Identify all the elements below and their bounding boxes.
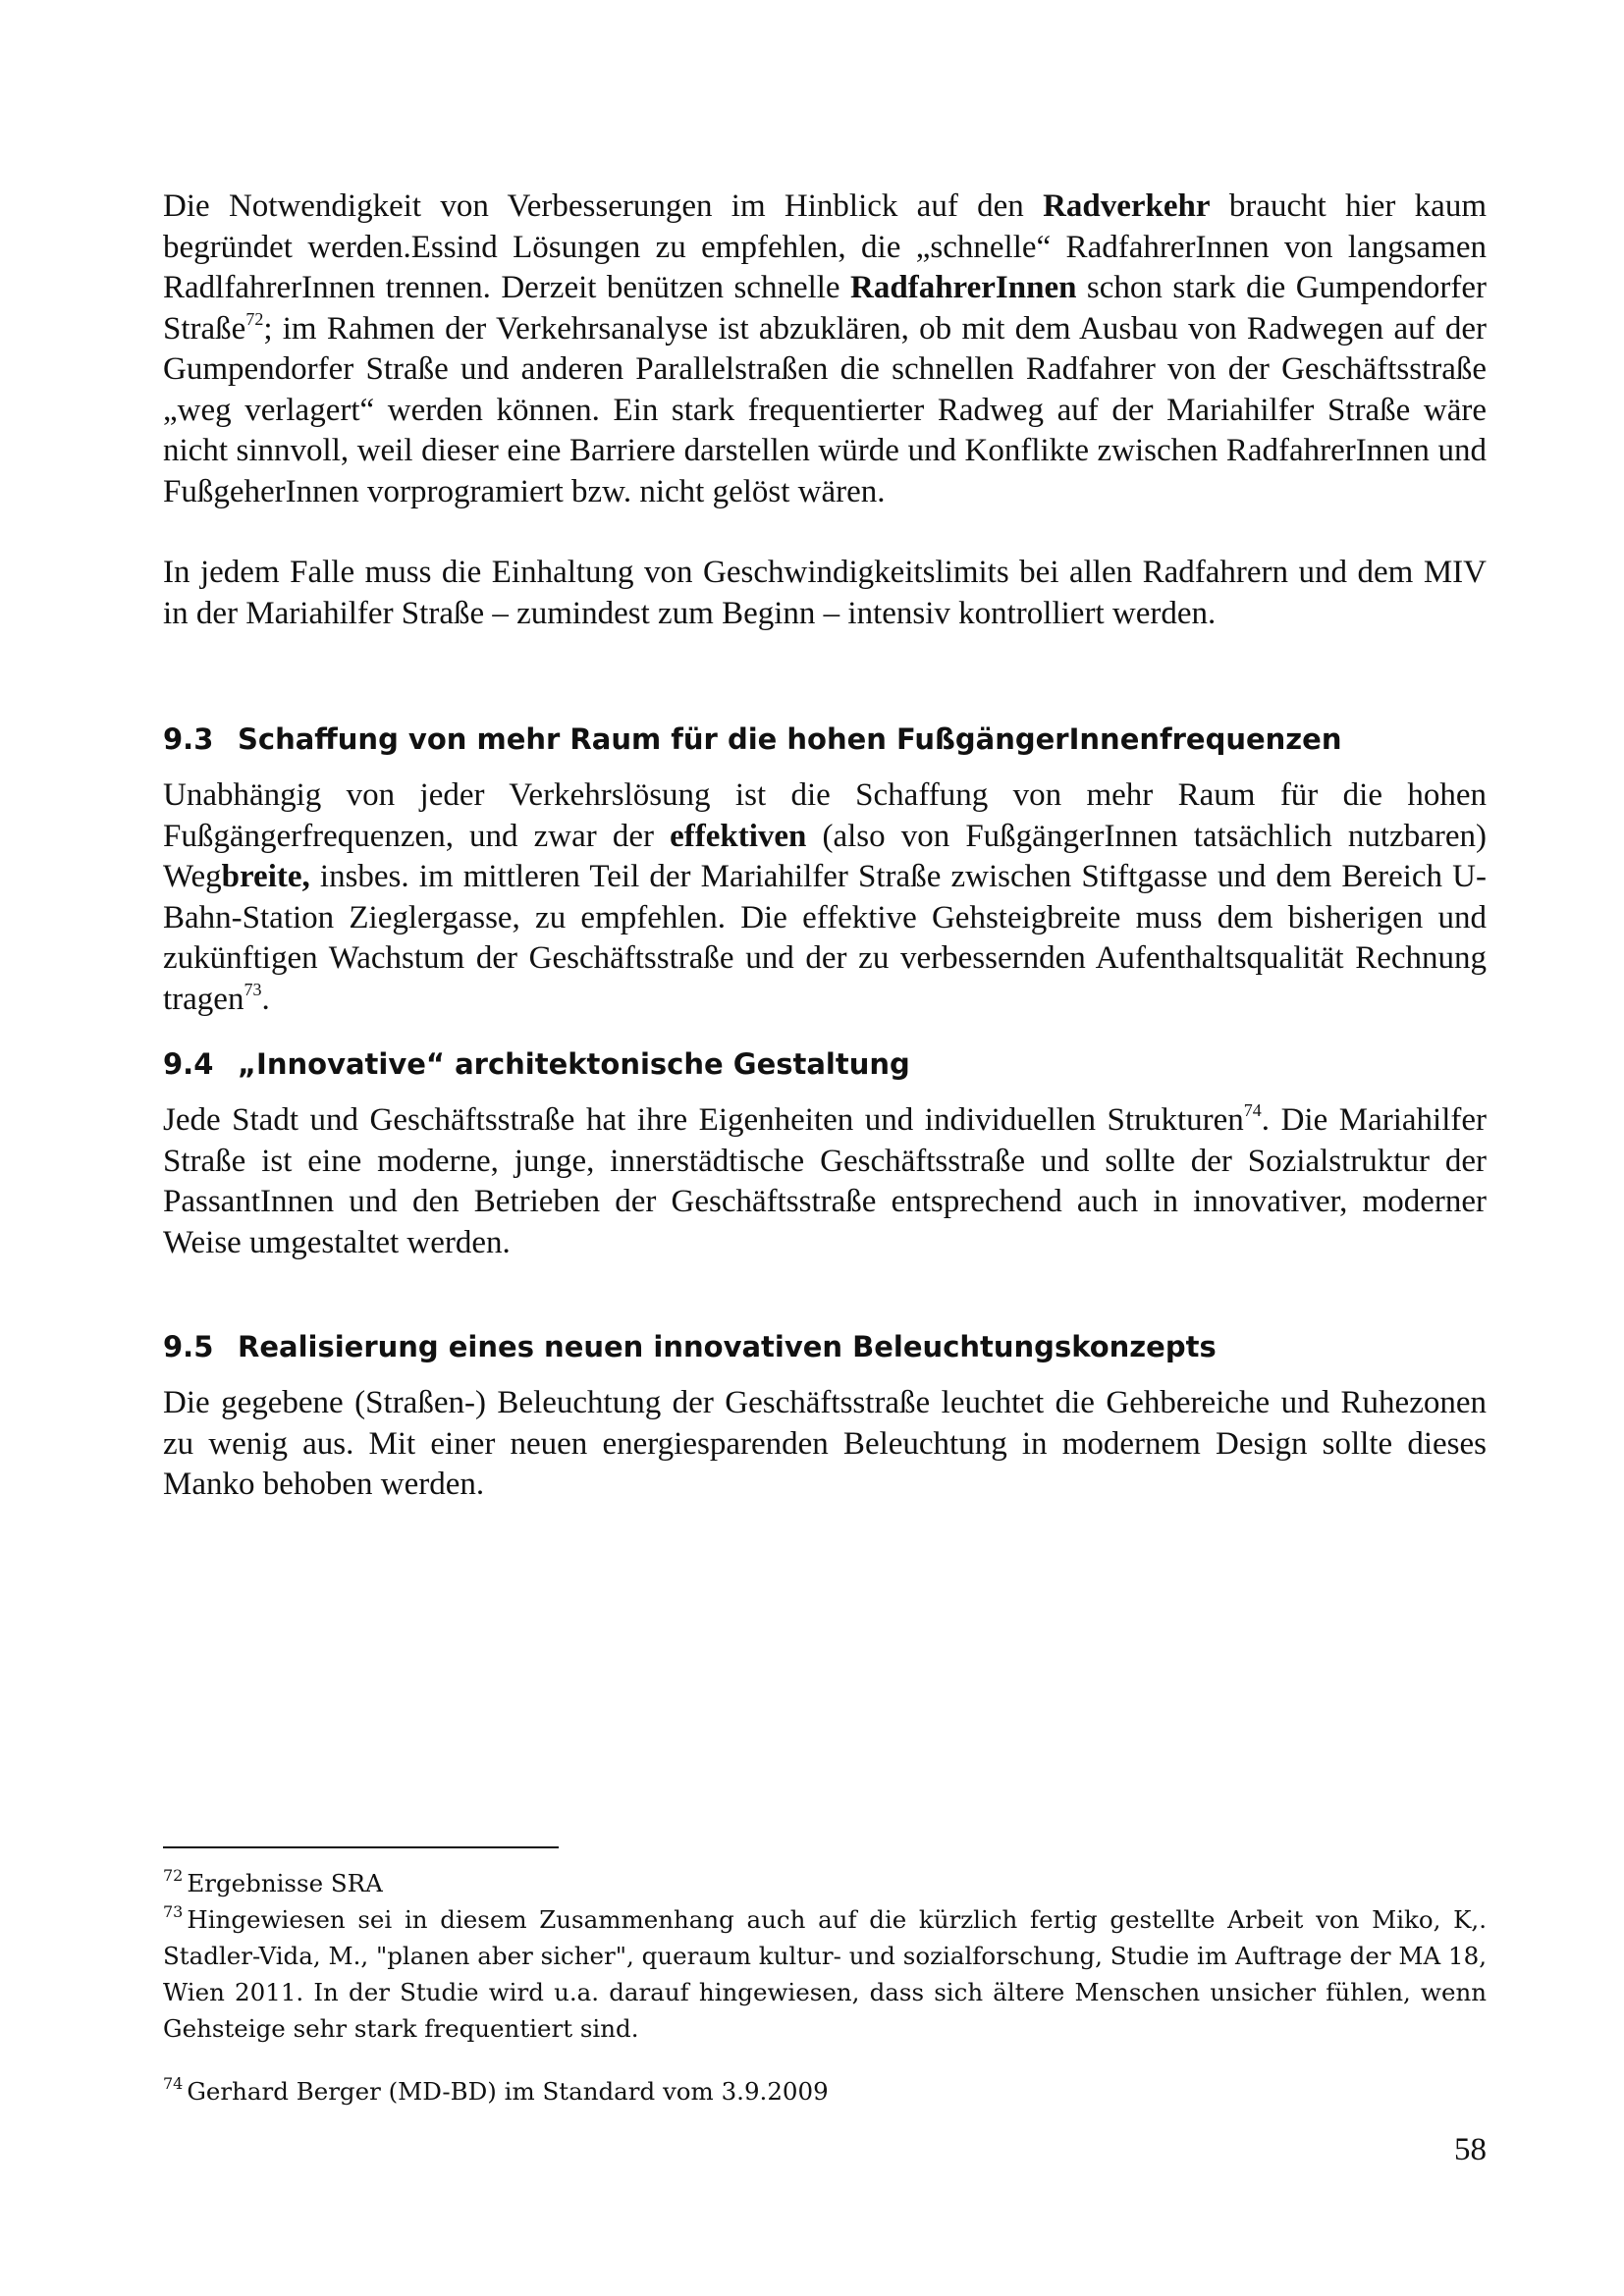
section-heading-9-4 bbox=[163, 1045, 1487, 1083]
footnote-text: Gerhard Berger (MD-BD) im Standard vom 3.9.2009 bbox=[187, 2077, 829, 2106]
footnote-74 bbox=[163, 2073, 1487, 2109]
paragraph-gestaltung bbox=[163, 1100, 1487, 1263]
section-number: 9.3 bbox=[163, 722, 214, 756]
emphasis-radverkehr: Radverkehr bbox=[1043, 188, 1211, 224]
section-heading-9-5 bbox=[163, 1328, 1487, 1365]
footnote-73 bbox=[163, 1901, 1487, 2047]
text-run: Die Notwendigkeit von Verbesserungen im Hinblick auf den bbox=[163, 188, 1044, 224]
paragraph-beleuchtung: Die gegebene (Straßen-) Beleuchtung der Geschäftsstraße leuchtet die Gehbereiche und Ruhezonen zu wenig aus. Mit einer neuen energiesparenden Beleuchtung in modernem Design sollte dieses Manko behoben werden. bbox=[163, 1385, 1487, 1502]
footnote-ref-73[interactable]: 73 bbox=[244, 979, 262, 999]
section-title: Schaffung von mehr Raum für die hohen FußgängerInnenfrequenzen bbox=[238, 722, 1342, 756]
section-number: 9.4 bbox=[163, 1047, 214, 1081]
page-body bbox=[163, 187, 1487, 1506]
paragraph-radverkehr bbox=[163, 187, 1487, 512]
paragraph-fussgaenger bbox=[163, 775, 1487, 1020]
text-run: Jede Stadt und Geschäftsstraße hat ihre Eigenheiten und individuellen Strukturen bbox=[163, 1102, 1244, 1138]
footnote-number: 74 bbox=[163, 2074, 184, 2093]
emphasis-effektiven: effektiven bbox=[670, 818, 807, 854]
emphasis-radfahrerinnen: RadfahrerInnen bbox=[850, 270, 1077, 305]
paragraph-geschwindigkeit: In jedem Falle muss die Einhaltung von Geschwindigkeitslimits bei allen Radfahrern und dem MIV in der Mariahilfer Straße – zumindest zum Beginn – intensiv kontrolliert werden. bbox=[163, 555, 1487, 631]
text-run: (also von FußgängerInnen tatsächlich nutzbaren) Weg bbox=[163, 818, 1487, 894]
section-title: Realisierung eines neuen innovativen Beleuchtungskonzepts bbox=[238, 1330, 1217, 1363]
footnote-text: Ergebnisse SRA bbox=[187, 1869, 383, 1897]
footnote-ref-72[interactable]: 72 bbox=[245, 308, 264, 329]
text-run: . Die Mariahilfer Straße ist eine moderne, junge, innerstädtische Geschäftsstraße und sollte der Sozialstruktur der PassantInnen und den Betrieben der Geschäftsstraße entsprechend auch in innovativer, moderner Weise umgestaltet werden. bbox=[163, 1102, 1488, 1260]
emphasis-breite: breite, bbox=[221, 859, 310, 894]
section-heading-9-3 bbox=[163, 721, 1487, 758]
footnote-number: 73 bbox=[163, 1902, 184, 1921]
text-run: braucht hier kaum begründet werden.Essind Lösungen zu empfehlen, die „schnelle“ RadfahrerInnen von langsamen RadlfahrerInnen trennen. Derzeit benützen schnelle bbox=[163, 188, 1487, 305]
footnote-separator bbox=[163, 1846, 559, 1848]
footnote-number: 72 bbox=[163, 1866, 184, 1885]
text-run: schon stark die Gumpendorfer Straße bbox=[163, 270, 1487, 347]
text-run: . bbox=[261, 981, 270, 1017]
text-run: insbes. im mittleren Teil der Mariahilfer Straße zwischen Stiftgasse und dem Bereich U-Bahn-Station Zieglergasse, zu empfehlen. Die effektive Gehsteigbreite muss dem bisherigen und zukünftigen Wachstum der Geschäftsstraße und der zu verbessernden Aufenthaltsqualität Rechnung tragen bbox=[163, 859, 1487, 1017]
text-run: ; im Rahmen der Verkehrsanalyse ist abzuklären, ob mit dem Ausbau von Radwegen auf der Gumpendorfer Straße und anderen Parallelstraßen die schnellen Radfahrer von der Geschäftsstraße „weg verlagert“ werden können. Ein stark frequentierter Radweg auf der Mariahilfer Straße wäre nicht sinnvoll, weil dieser eine Barriere darstellen würde und Konflikte zwischen RadfahrerInnen und FußgeherInnen vorprogramiert bzw. nicht gelöst wären. bbox=[163, 310, 1487, 509]
footnote-ref-74[interactable]: 74 bbox=[1243, 1100, 1262, 1120]
page-number: 58 bbox=[1454, 2132, 1487, 2167]
section-title: „Innovative“ architektonische Gestaltung bbox=[238, 1047, 910, 1081]
footnote-72 bbox=[163, 1865, 1487, 1901]
text-run: Unabhängig von jeder Verkehrslösung ist die Schaffung von mehr Raum für die hohen Fußgängerfrequenzen, und zwar der bbox=[163, 777, 1487, 854]
footnote-text: Hingewiesen sei in diesem Zusammenhang auch auf die kürzlich fertig gestellte Arbeit von Miko, K,. Stadler-Vida, M., "planen aber sicher", queraum kultur- und sozialforschung, Studie im Auftrage der MA 18, Wien 2011. In der Studie wird u.a. darauf hingewiesen, dass sich ältere Menschen unsicher fühlen, wenn Gehsteige sehr stark frequentiert sind. bbox=[163, 1905, 1487, 2043]
section-number: 9.5 bbox=[163, 1330, 214, 1363]
